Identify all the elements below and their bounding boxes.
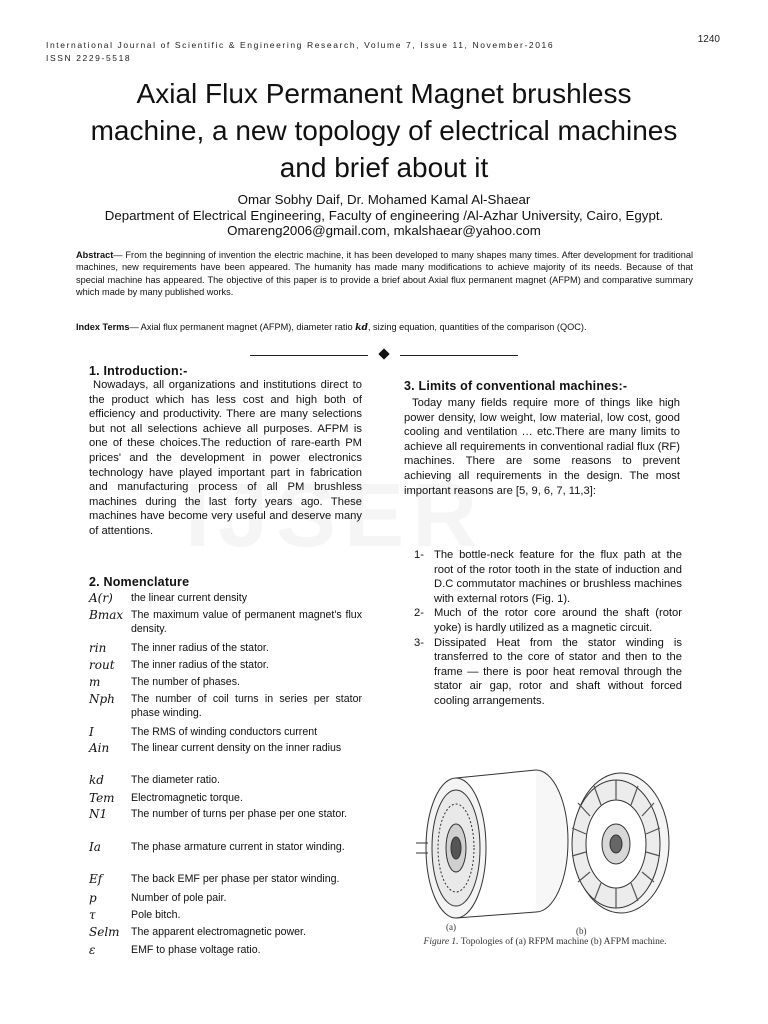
nomenclature-symbol: Ef — [89, 872, 103, 886]
abstract-text: — From the beginning of invention the electric machine, it has been developed to many shapes many times. After development for traditional machines, new requirements have been appeared. The humanity has made many modifications to achieve majority of its needs. Because of that special machine has appeared. The objective of this paper is to provide a brief about Axial flux permanent magnet (AFPM) and comparative summary which made by many published works. — [76, 250, 693, 297]
nomenclature-description: Pole bitch. — [131, 909, 181, 921]
nomenclature-description: the linear current density — [131, 592, 248, 604]
index-terms — [76, 321, 693, 334]
nomenclature-description: The phase armature current in stator winding. — [131, 841, 345, 853]
limits-heading: 3. Limits of conventional machines:- — [404, 379, 628, 393]
authors: Omar Sobhy Daif, Dr. Mohamed Kamal Al-Shaear — [237, 192, 531, 207]
page-number: 1240 — [697, 34, 720, 45]
divider-line-right — [400, 355, 518, 356]
nomenclature-description: The back EMF per phase per stator winding. — [131, 873, 340, 885]
nomenclature-symbol: Ain — [89, 741, 110, 755]
list-item-text: Dissipated Heat from the stator winding is transferred to the core of stator and then to the frame — there is poor heat removal through the stator air gap, rotor and shaft without forced cooling arrangements. — [434, 636, 682, 707]
nomenclature-symbol: I — [89, 725, 94, 739]
nomenclature-description: The inner radius of the stator. — [131, 659, 269, 671]
paper-title — [0, 75, 768, 186]
figure-label-a: (a) — [446, 922, 456, 932]
nomenclature-description: The number of turns per phase per one stator. — [131, 808, 348, 820]
nomenclature-description: The RMS of winding conductors current — [131, 726, 318, 738]
emails: Omareng2006@gmail.com, mkalshaear@yahoo.com — [227, 223, 541, 238]
divider-line-left — [250, 355, 368, 356]
list-item-text: The bottle-neck feature for the flux path at the root of the rotor tooth in the state of induction and D.C commutator machines or brushless machines with external rotors (Fig. 1). — [434, 549, 682, 605]
nomenclature-description: The inner radius of the stator. — [131, 642, 269, 654]
nomenclature-description: The number of phases. — [131, 676, 240, 688]
limits-list-item — [414, 636, 682, 709]
title-line-3: and brief about it — [279, 152, 489, 183]
diamond-icon — [378, 348, 389, 359]
list-item-number: 2- — [414, 607, 424, 620]
author-block — [0, 192, 768, 239]
limits-list-item — [414, 548, 682, 606]
figure-label-b: (b) — [576, 926, 587, 936]
nomenclature-section — [89, 575, 362, 589]
figure-caption — [410, 937, 680, 947]
intro-heading: 1. Introduction:- — [89, 364, 188, 378]
index-terms-label: Index Terms — [76, 322, 130, 332]
nomenclature-symbol: rout — [89, 658, 115, 672]
index-terms-symbol: kd — [355, 322, 368, 333]
nomenclature-description: The apparent electromagnetic power. — [131, 926, 306, 938]
rfpm-machine-drawing — [416, 770, 568, 918]
title-line-2: machine, a new topology of electrical machines — [90, 115, 678, 146]
journal-line: International Journal of Scientific & Engineering Research, Volume 7, Issue 11, November-2016 — [46, 40, 555, 50]
list-item-text: Much of the rotor core around the shaft (rotor yoke) is hardly utilized as a magnetic circuit. — [434, 607, 682, 634]
list-item-number: 1- — [414, 549, 424, 561]
caption-prefix: Figure 1. — [423, 937, 459, 947]
index-terms-text-b: , sizing equation, quantities of the comparison (QOC). — [367, 322, 587, 332]
afpm-machine-drawing — [572, 773, 669, 913]
journal-header — [46, 39, 554, 65]
nomenclature-heading: 2. Nomenclature — [89, 575, 190, 589]
nomenclature-symbol: N1 — [89, 807, 108, 821]
nomenclature-description: Electromagnetic torque. — [131, 792, 243, 804]
limits-list-item — [414, 606, 682, 635]
nomenclature-symbol: Ia — [89, 840, 101, 854]
nomenclature-description: The linear current density on the inner radius — [131, 742, 342, 754]
nomenclature-symbol: p — [89, 891, 97, 905]
abstract-label: Abstract — [76, 250, 114, 260]
nomenclature-symbol: Tem — [89, 791, 115, 805]
nomenclature-symbol: Bmax — [89, 608, 124, 622]
affiliation: Department of Electrical Engineering, Faculty of engineering /Al-Azhar University, Cairo, Egypt. — [104, 207, 664, 223]
caption-text: Topologies of (a) RFPM machine (b) AFPM machine. — [458, 937, 667, 947]
section-divider — [250, 349, 520, 363]
nomenclature-description: The maximum value of permanent magnet's flux density. — [131, 609, 362, 635]
nomenclature-symbol: Nph — [89, 692, 115, 706]
index-terms-text-a: — Axial flux permanent magnet (AFPM), diameter ratio — [129, 322, 356, 332]
nomenclature-symbol: ε — [89, 943, 96, 957]
abstract — [76, 249, 693, 298]
nomenclature-symbol: m — [89, 675, 101, 689]
list-item-number: 3- — [414, 636, 424, 649]
intro-body: Nowadays, all organizations and institutions direct to the product which has less cost and high both of efficiency and productivity. There are many selections but not all selections achieve all purposes. AFPM is one of these choices.The reduction of rare-earth PM prices' and the development in power electronics technology have played important part in fabrication and manufacturing process of all PM brushless machines during the last forty years ago. These machines have become very useful and deserve many of attentions. — [89, 379, 362, 537]
nomenclature-symbol: rin — [89, 641, 107, 655]
nomenclature-description: EMF to phase voltage ratio. — [131, 944, 261, 956]
nomenclature-symbol: kd — [89, 773, 104, 787]
limits-section — [404, 379, 680, 498]
title-line-1: Axial Flux Permanent Magnet brushless — [136, 78, 632, 109]
limits-list — [414, 548, 682, 709]
nomenclature-symbol: A(r) — [89, 591, 113, 605]
nomenclature-symbol: Selm — [89, 925, 120, 939]
nomenclature-description: The number of coil turns in series per stator phase winding. — [131, 693, 362, 719]
nomenclature-description: The diameter ratio. — [131, 774, 220, 786]
issn: ISSN 2229-5518 — [46, 53, 132, 63]
machine-figure — [416, 748, 682, 936]
nomenclature-symbol: τ — [89, 908, 96, 922]
limits-body: Today many fields require more of things like high power density, low weight, low material, low cost, good cooling and ventilation … etc.There are many limits to achieve all requirements in conventional radial flux (RF) machines. There are some reasons to prevent achieving all requirements in the design. The most important reasons are [5, 9, 6, 7, 11,3]: — [404, 397, 680, 497]
intro-section — [89, 364, 362, 539]
nomenclature-description: Number of pole pair. — [131, 892, 227, 904]
